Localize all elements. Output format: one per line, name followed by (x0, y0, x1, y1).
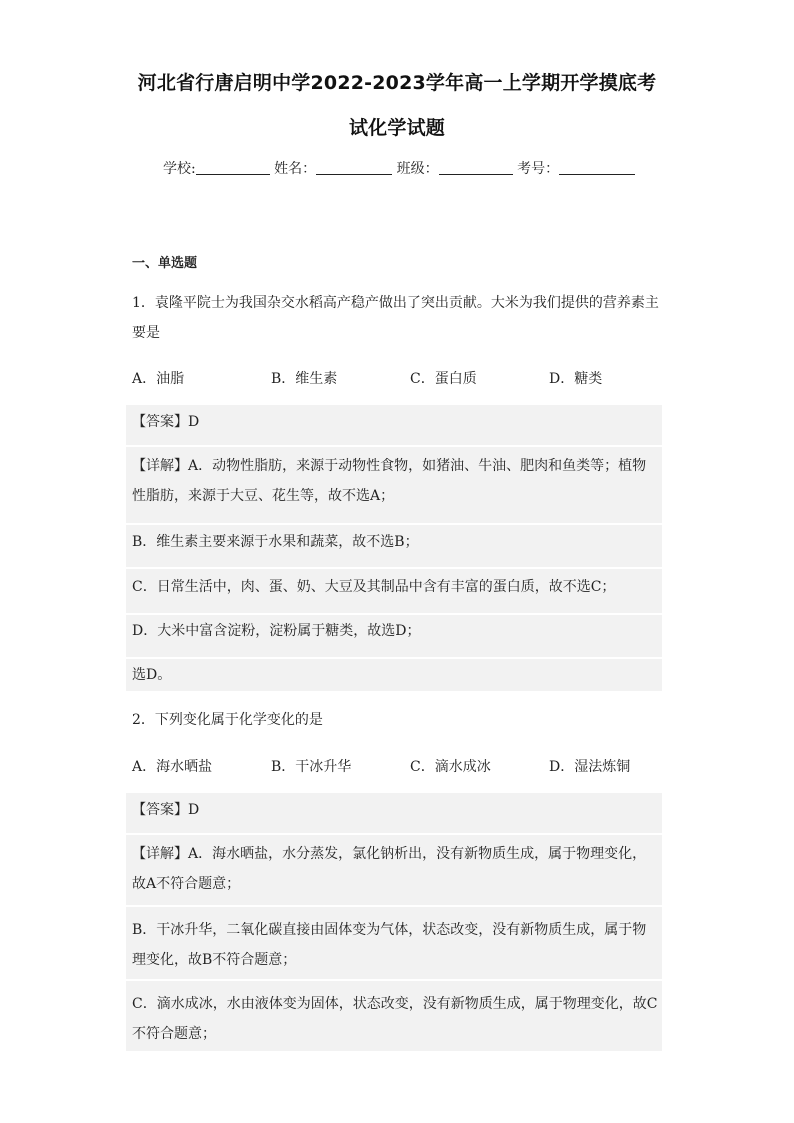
name-blank (316, 160, 392, 175)
exam-title-line-2: 试化学试题 (348, 117, 445, 139)
q2-option-d: D．湿法炼铜 (549, 759, 631, 775)
divider (126, 445, 662, 447)
q2-explain-c: C．滴水成冰，水由液体变为固体，状态改变，没有新物质生成，属于物理变化，故C不符合题意； (132, 996, 658, 1042)
divider (126, 905, 662, 907)
q2-option-c: C．滴水成冰 (410, 759, 491, 775)
class-blank (439, 160, 513, 175)
question-2-answer-block (126, 793, 662, 1051)
q1-conclusion: 选D。 (132, 667, 172, 683)
exam-title-line-1: 河北省行唐启明中学2022-2023学年高一上学期开学摸底考 (137, 72, 657, 94)
divider (126, 833, 662, 835)
divider (126, 523, 662, 525)
q1-option-b: B．维生素 (271, 371, 338, 387)
section-heading: 一、单选题 (132, 256, 198, 271)
question-2-options (132, 756, 662, 776)
divider (126, 613, 662, 615)
q1-explain-b: B．维生素主要来源于水果和蔬菜，故不选B； (132, 534, 419, 550)
question-1-stem: 1．袁隆平院士为我国杂交水稻高产稳产做出了突出贡献。大米为我们提供的营养素主要是 (132, 295, 659, 341)
school-blank (196, 160, 270, 175)
q1-explain-c: C．日常生活中，肉、蛋、奶、大豆及其制品中含有丰富的蛋白质，故不选C； (132, 579, 616, 595)
q2-answer: 【答案】D (132, 802, 200, 818)
school-label: 学校: (163, 161, 196, 177)
question-1-options (132, 368, 662, 388)
q1-explain-a: 【详解】A．动物性脂肪，来源于动物性食物，如猪油、牛油、肥肉和鱼类等；植物性脂肪，来源于大豆、花生等，故不选A； (132, 458, 647, 504)
q1-answer: 【答案】D (132, 414, 200, 430)
question-2-stem: 2．下列变化属于化学变化的是 (132, 712, 323, 728)
number-label: 考号： (517, 161, 560, 177)
divider (126, 979, 662, 981)
q2-explain-a: 【详解】A．海水晒盐，水分蒸发，氯化钠析出，没有新物质生成，属于物理变化，故A不符合题意； (132, 846, 647, 892)
q1-explain-d: D．大米中富含淀粉，淀粉属于糖类，故选D； (132, 623, 421, 639)
divider (126, 567, 662, 569)
number-blank (559, 160, 635, 175)
q2-option-a: A．海水晒盐 (132, 759, 213, 775)
q2-explain-b: B．干冰升华，二氧化碳直接由固体变为气体，状态改变，没有新物质生成，属于物理变化，故B不符合题意； (132, 922, 647, 968)
q1-option-c: C．蛋白质 (410, 371, 477, 387)
q2-option-b: B．干冰升华 (271, 759, 352, 775)
name-label: 姓名： (274, 161, 317, 177)
divider (126, 657, 662, 659)
question-1-answer-block (126, 405, 662, 691)
student-info-row (163, 158, 635, 178)
q1-option-d: D．糖类 (549, 371, 603, 387)
class-label: 班级： (396, 161, 439, 177)
q1-option-a: A．油脂 (132, 371, 185, 387)
